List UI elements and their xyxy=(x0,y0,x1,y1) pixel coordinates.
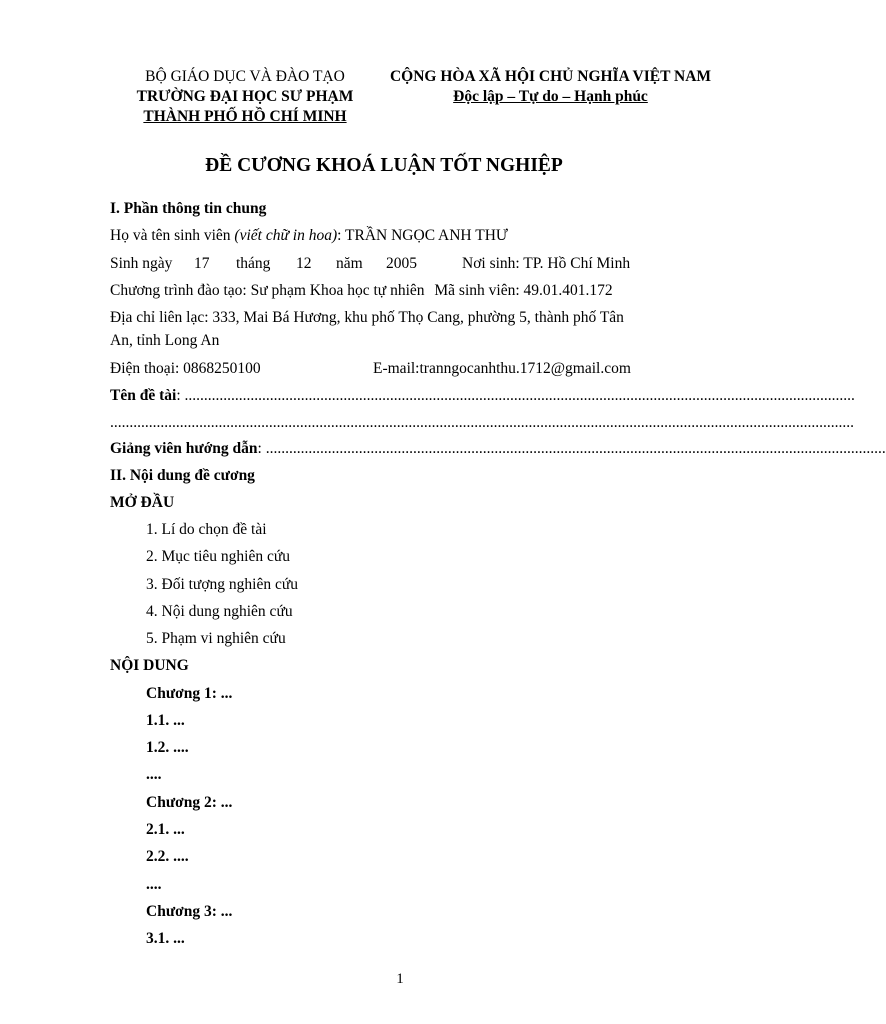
intro-item: 2. Mục tiêu nghiên cứu xyxy=(146,548,290,565)
phone: Điện thoại: 0868250100 xyxy=(110,360,261,377)
intro-item: 5. Phạm vi nghiên cứu xyxy=(146,630,286,647)
dob-month-label: tháng xyxy=(236,255,271,272)
address-line-1: Địa chỉ liên lạc: 333, Mai Bá Hương, khu phố Thọ Cang, phường 5, thành phố Tân xyxy=(110,309,624,326)
dob-month: 12 xyxy=(296,255,312,272)
address-line-2: An, tỉnh Long An xyxy=(110,332,220,349)
name-hint: (viết chữ in hoa) xyxy=(234,227,338,244)
email: E-mail:tranngocanhthu.1712@gmail.com xyxy=(373,360,631,377)
dob-day: 17 xyxy=(194,255,210,272)
intro-heading: MỞ ĐẦU xyxy=(110,494,175,511)
national-motto: Độc lập – Tự do – Hạnh phúc xyxy=(453,88,648,105)
student-id: Mã sinh viên: 49.01.401.172 xyxy=(434,282,613,299)
ministry-name: BỘ GIÁO DỤC VÀ ĐÀO TẠO xyxy=(145,68,345,85)
topic-label: Tên đề tài xyxy=(110,387,177,404)
chapter-heading: Chương 2: ... xyxy=(146,794,233,811)
university-city: THÀNH PHỐ HỒ CHÍ MINH xyxy=(143,108,347,125)
program-line xyxy=(110,282,613,300)
dob-label: Sinh ngày xyxy=(110,255,173,272)
name-value: : TRẦN NGỌC ANH THƯ xyxy=(337,227,508,244)
name-label: Họ và tên sinh viên xyxy=(110,227,235,244)
ellipsis-line: .... xyxy=(146,766,162,783)
chapter-heading: Chương 1: ... xyxy=(146,685,233,702)
subsection-heading: 2.1. ... xyxy=(146,821,185,838)
page-number: 1 xyxy=(396,971,404,987)
topic-blank-line-2: ................................................................................................................................................................................................ xyxy=(110,414,854,431)
document-title: ĐỀ CƯƠNG KHOÁ LUẬN TỐT NGHIỆP xyxy=(205,155,563,176)
supervisor-label: Giảng viên hướng dẫn xyxy=(110,440,258,457)
section2-heading: II. Nội dung đề cương xyxy=(110,467,255,484)
national-header xyxy=(383,67,718,107)
ministry-header xyxy=(110,67,380,127)
university-name: TRƯỜNG ĐẠI HỌC SƯ PHẠM xyxy=(136,88,354,105)
topic-colon: : xyxy=(176,387,185,404)
birthplace: Nơi sinh: TP. Hồ Chí Minh xyxy=(462,255,631,272)
intro-item: 4. Nội dung nghiên cứu xyxy=(146,603,293,620)
dob-year-label: năm xyxy=(336,255,363,272)
training-program: Chương trình đào tạo: Sư phạm Khoa học tự nhiên xyxy=(110,282,425,299)
chapter-heading: Chương 3: ... xyxy=(146,903,233,920)
supervisor-blank: ................................................................................................................................................................ xyxy=(265,440,886,457)
subsection-heading: 3.1. ... xyxy=(146,930,185,947)
intro-item: 3. Đối tượng nghiên cứu xyxy=(146,576,298,593)
birth-line xyxy=(110,255,710,275)
intro-item: 1. Lí do chọn đề tài xyxy=(146,521,267,538)
subsection-heading: 2.2. .... xyxy=(146,848,189,865)
dob-year: 2005 xyxy=(386,255,417,272)
topic-line xyxy=(110,387,855,405)
student-name-line xyxy=(110,227,508,245)
supervisor-line xyxy=(110,440,886,458)
topic-blank: ............................................................................................................................................................................. xyxy=(184,387,855,404)
subsection-heading: 1.1. ... xyxy=(146,712,185,729)
subsection-heading: 1.2. .... xyxy=(146,739,189,756)
ellipsis-line: .... xyxy=(146,876,162,893)
supervisor-colon: : xyxy=(257,440,266,457)
section1-heading: I. Phần thông tin chung xyxy=(110,200,267,217)
content-heading: NỘI DUNG xyxy=(110,657,189,674)
country-name: CỘNG HÒA XÃ HỘI CHỦ NGHĨA VIỆT NAM xyxy=(389,68,712,85)
